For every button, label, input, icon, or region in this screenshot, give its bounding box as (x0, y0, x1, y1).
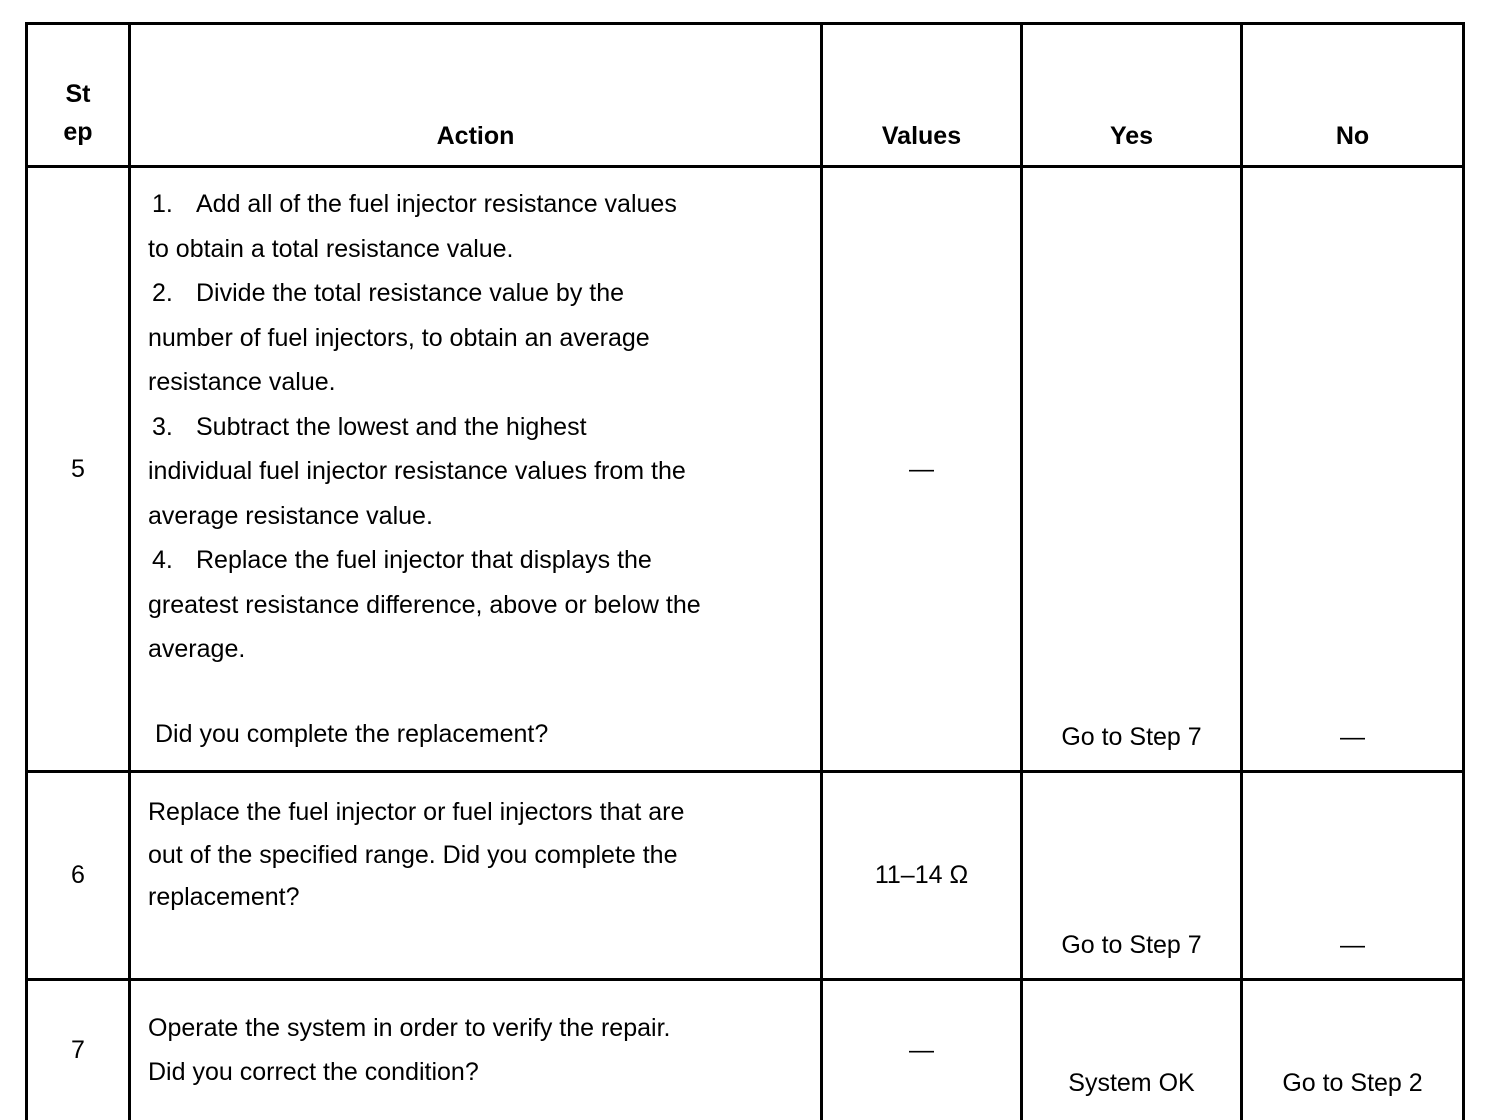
action-line: Replace the fuel injector or fuel injectors that are (148, 797, 685, 826)
action-item-number: 1. (152, 190, 173, 218)
header-yes: Yes (1022, 24, 1242, 167)
action-item-text: Replace the fuel injector that displays the (196, 546, 652, 574)
step-number: 7 (27, 980, 130, 1120)
table-row (27, 167, 1464, 772)
action-item (148, 271, 800, 405)
action-cell (130, 772, 822, 980)
no-cell: Go to Step 2 (1242, 980, 1464, 1120)
header-step-line2: ep (63, 118, 93, 146)
action-item-number: 3. (152, 412, 173, 441)
table-row (27, 980, 1464, 1120)
values-cell: — (822, 980, 1022, 1120)
action-item-continuation: number of fuel injectors, to obtain an average (148, 323, 650, 352)
action-line: Did you correct the condition? (148, 1058, 479, 1087)
action-item-text: Divide the total resistance value by the (196, 279, 625, 307)
action-list (148, 182, 800, 756)
action-item-continuation: individual fuel injector resistance values from the (148, 457, 686, 485)
header-no: No (1242, 24, 1464, 167)
no-cell: — (1242, 167, 1464, 772)
header-row (27, 24, 1464, 167)
values-cell: 11–14 Ω (822, 772, 1022, 980)
action-text (148, 1006, 800, 1095)
action-question: Did you complete the replacement? (155, 719, 549, 748)
action-line: out of the specified range. Did you complete the (148, 840, 678, 869)
yes-cell: Go to Step 7 (1022, 772, 1242, 980)
header-step (27, 24, 130, 167)
action-line: Operate the system in order to verify the repair. (148, 1013, 671, 1042)
action-item (148, 538, 800, 672)
action-item-number: 4. (152, 546, 173, 574)
action-item-continuation: to obtain a total resistance value. (148, 234, 514, 263)
action-item-continuation: average resistance value. (148, 501, 433, 530)
action-cell (130, 980, 822, 1120)
header-action: Action (130, 24, 822, 167)
no-cell: — (1242, 772, 1464, 980)
action-item-continuation: greatest resistance difference, above or below the (148, 590, 701, 619)
yes-cell: System OK (1022, 980, 1242, 1120)
action-text (148, 783, 800, 969)
action-item (148, 182, 800, 271)
diagnostic-table (25, 22, 1465, 1120)
action-item-text: Subtract the lowest and the highest (196, 412, 587, 441)
step-number: 6 (27, 772, 130, 980)
header-values: Values (822, 24, 1022, 167)
action-item-continuation: average. (148, 635, 246, 663)
action-line: replacement? (148, 882, 300, 911)
action-item-number: 2. (152, 279, 173, 307)
values-cell: — (822, 167, 1022, 772)
table-row (27, 772, 1464, 980)
yes-cell: Go to Step 7 (1022, 167, 1242, 772)
action-item-continuation: resistance value. (148, 368, 336, 396)
action-cell (130, 167, 822, 772)
header-step-line1: St (65, 80, 91, 108)
action-item-text: Add all of the fuel injector resistance values (196, 190, 677, 218)
step-number: 5 (27, 167, 130, 772)
action-item (148, 405, 800, 539)
